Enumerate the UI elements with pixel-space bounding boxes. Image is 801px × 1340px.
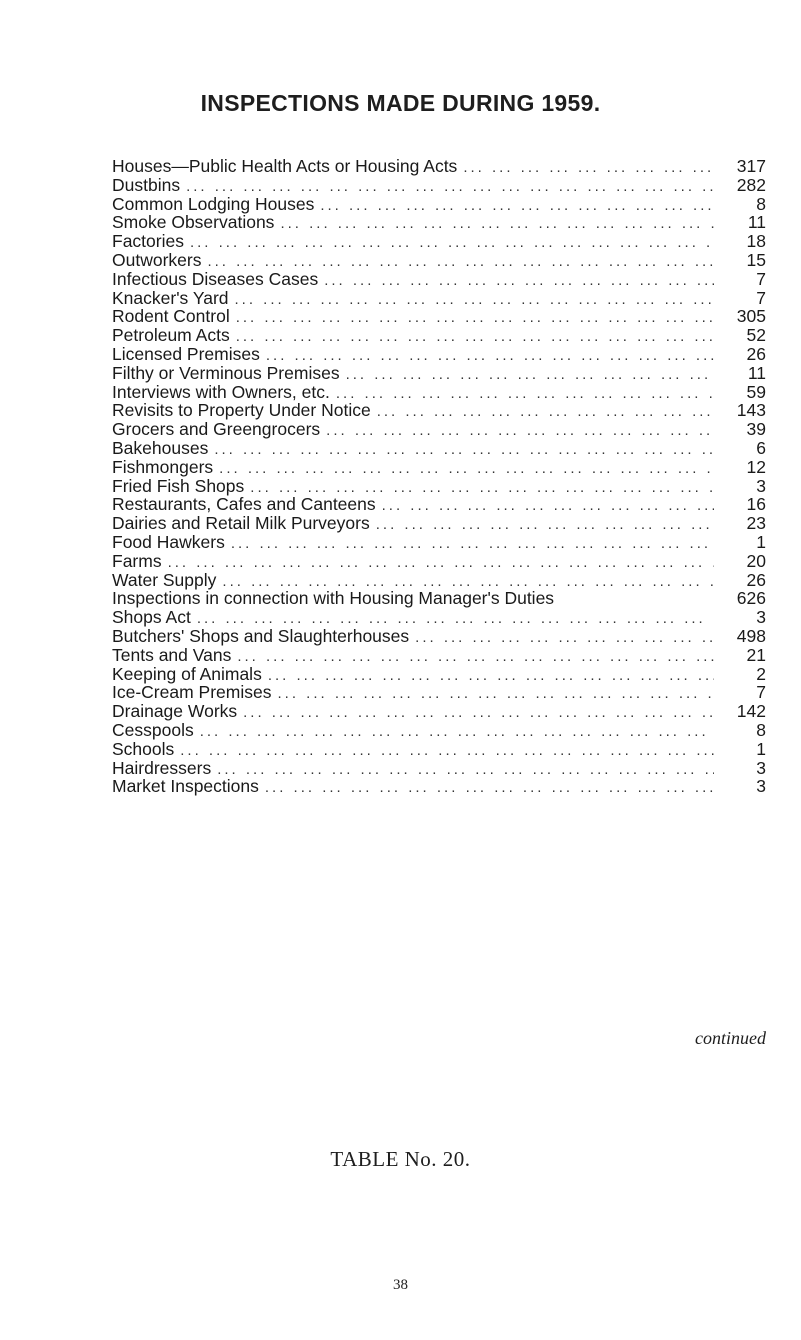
leader-dots [180,742,714,761]
table-row [112,608,766,627]
row-value: 2 [756,663,766,684]
leader-dots [324,272,714,291]
row-value: 26 [746,569,766,590]
row-value: 16 [746,494,766,515]
row-value: 7 [756,682,766,703]
leader-dots [237,648,714,667]
leader-dots [200,723,714,742]
row-value: 3 [756,757,766,778]
table-row [112,176,766,195]
row-label: Filthy or Verminous Premises [112,362,340,383]
leader-dots [336,385,714,404]
leader-dots [190,234,714,253]
row-value: 18 [746,231,766,252]
row-label: Schools [112,738,175,759]
row-label: Food Hawkers [112,531,225,552]
table-row [112,307,766,326]
row-value: 21 [746,644,766,665]
row-value: 8 [756,719,766,740]
leader-dots [236,328,714,347]
table-row [112,420,766,439]
page-number: 38 [393,1277,408,1293]
leader-dots [346,366,714,385]
table-row [112,458,766,477]
row-value: 23 [746,513,766,534]
page-title: INSPECTIONS MADE DURING 1959. [200,90,601,116]
row-value: 26 [746,343,766,364]
leader-dots [168,554,714,573]
row-value: 15 [746,249,766,270]
table-row [112,213,766,232]
table-row [112,777,766,796]
row-label: Houses—Public Health Acts or Housing Acts [112,156,458,176]
row-label: Factories [112,231,184,252]
row-label: Market Inspections [112,776,259,797]
row-label: Keeping of Animals [112,663,262,684]
continued-note: continued [695,1028,766,1048]
row-value: 6 [756,437,766,458]
row-label: Bakehouses [112,437,209,458]
row-label: Infectious Diseases Cases [112,268,319,289]
leader-dots [243,704,714,723]
row-value: 3 [756,607,766,628]
leader-dots [214,441,714,460]
row-label: Water Supply [112,569,217,590]
row-label: Farms [112,550,162,571]
leader-dots [376,516,714,535]
leader-dots [231,535,714,554]
row-label: Dustbins [112,174,181,195]
row-value: 11 [747,212,766,233]
table-row [112,289,766,308]
leader-dots [280,215,714,234]
leader-dots [219,460,714,479]
row-value: 626 [736,588,766,609]
row-value: 1 [756,531,766,552]
leader-dots [377,403,714,422]
leader-dots [268,667,714,686]
table-row [112,702,766,721]
table-caption: TABLE No. 20. [330,1147,471,1171]
row-label: Smoke Observations [112,212,275,233]
table-row [112,345,766,364]
leader-dots [217,761,714,780]
row-label: Inspections in connection with Housing Manager's Duties [112,588,555,609]
row-label: Fried Fish Shops [112,475,245,496]
table-row [112,477,766,496]
row-value: 1 [756,738,766,759]
row-value: 7 [756,287,766,308]
table-row [112,232,766,251]
row-value: 143 [736,400,766,421]
row-value: 317 [736,156,766,176]
table-row [112,721,766,740]
row-value: 305 [736,306,766,327]
row-value: 11 [747,362,766,383]
table-row [112,157,766,176]
row-value: 282 [736,174,766,195]
row-value: 20 [746,550,766,571]
leader-dots [415,629,714,648]
row-label: Revisits to Property Under Notice [112,400,371,421]
row-label: Tents and Vans [112,644,232,665]
table-row [112,552,766,571]
table-row [112,401,766,420]
table-row [112,495,766,514]
row-value: 7 [756,268,766,289]
row-value: 3 [756,776,766,797]
table-row [112,383,766,402]
row-label: Shops Act [112,607,191,628]
row-label: Licensed Premises [112,343,260,364]
row-value: 59 [746,381,766,402]
row-label: Petroleum Acts [112,325,230,346]
leader-dots [326,422,714,441]
inspections-table [112,157,766,796]
table-row [112,589,766,608]
row-label: Cesspools [112,719,194,740]
leader-dots [235,291,714,310]
row-label: Ice-Cream Premises [112,682,272,703]
table-row [112,439,766,458]
row-value: 498 [736,625,766,646]
table-row [112,571,766,590]
row-label: Drainage Works [112,701,238,722]
row-label: Butchers' Shops and Slaughterhouses [112,625,410,646]
leader-dots [320,197,714,216]
row-label: Rodent Control [112,306,230,327]
table-row [112,740,766,759]
leader-dots [236,309,714,328]
row-value: 8 [756,193,766,214]
leader-dots [265,779,714,798]
table-row [112,251,766,270]
row-label: Interviews with Owners, etc. [112,381,330,402]
row-value: 3 [756,475,766,496]
row-label: Grocers and Greengrocers [112,419,321,440]
table-row [112,759,766,778]
leader-dots [382,497,714,516]
table-row [112,326,766,345]
table-row [112,665,766,684]
table-row [112,270,766,289]
table-row [112,683,766,702]
row-label: Knacker's Yard [112,287,229,308]
row-label: Hairdressers [112,757,212,778]
row-label: Fishmongers [112,456,214,477]
table-row [112,364,766,383]
row-value: 142 [736,701,766,722]
row-label: Common Lodging Houses [112,193,315,214]
row-label: Dairies and Retail Milk Purveyors [112,513,370,534]
row-value: 12 [746,456,766,477]
row-label: Outworkers [112,249,202,270]
table-row [112,514,766,533]
row-value: 52 [746,325,766,346]
row-label: Restaurants, Cafes and Canteens [112,494,376,515]
leader-dots [463,159,714,178]
table-row [112,627,766,646]
table-row [112,195,766,214]
table-row [112,646,766,665]
row-value: 39 [746,419,766,440]
leader-dots [277,685,714,704]
table-row [112,533,766,552]
